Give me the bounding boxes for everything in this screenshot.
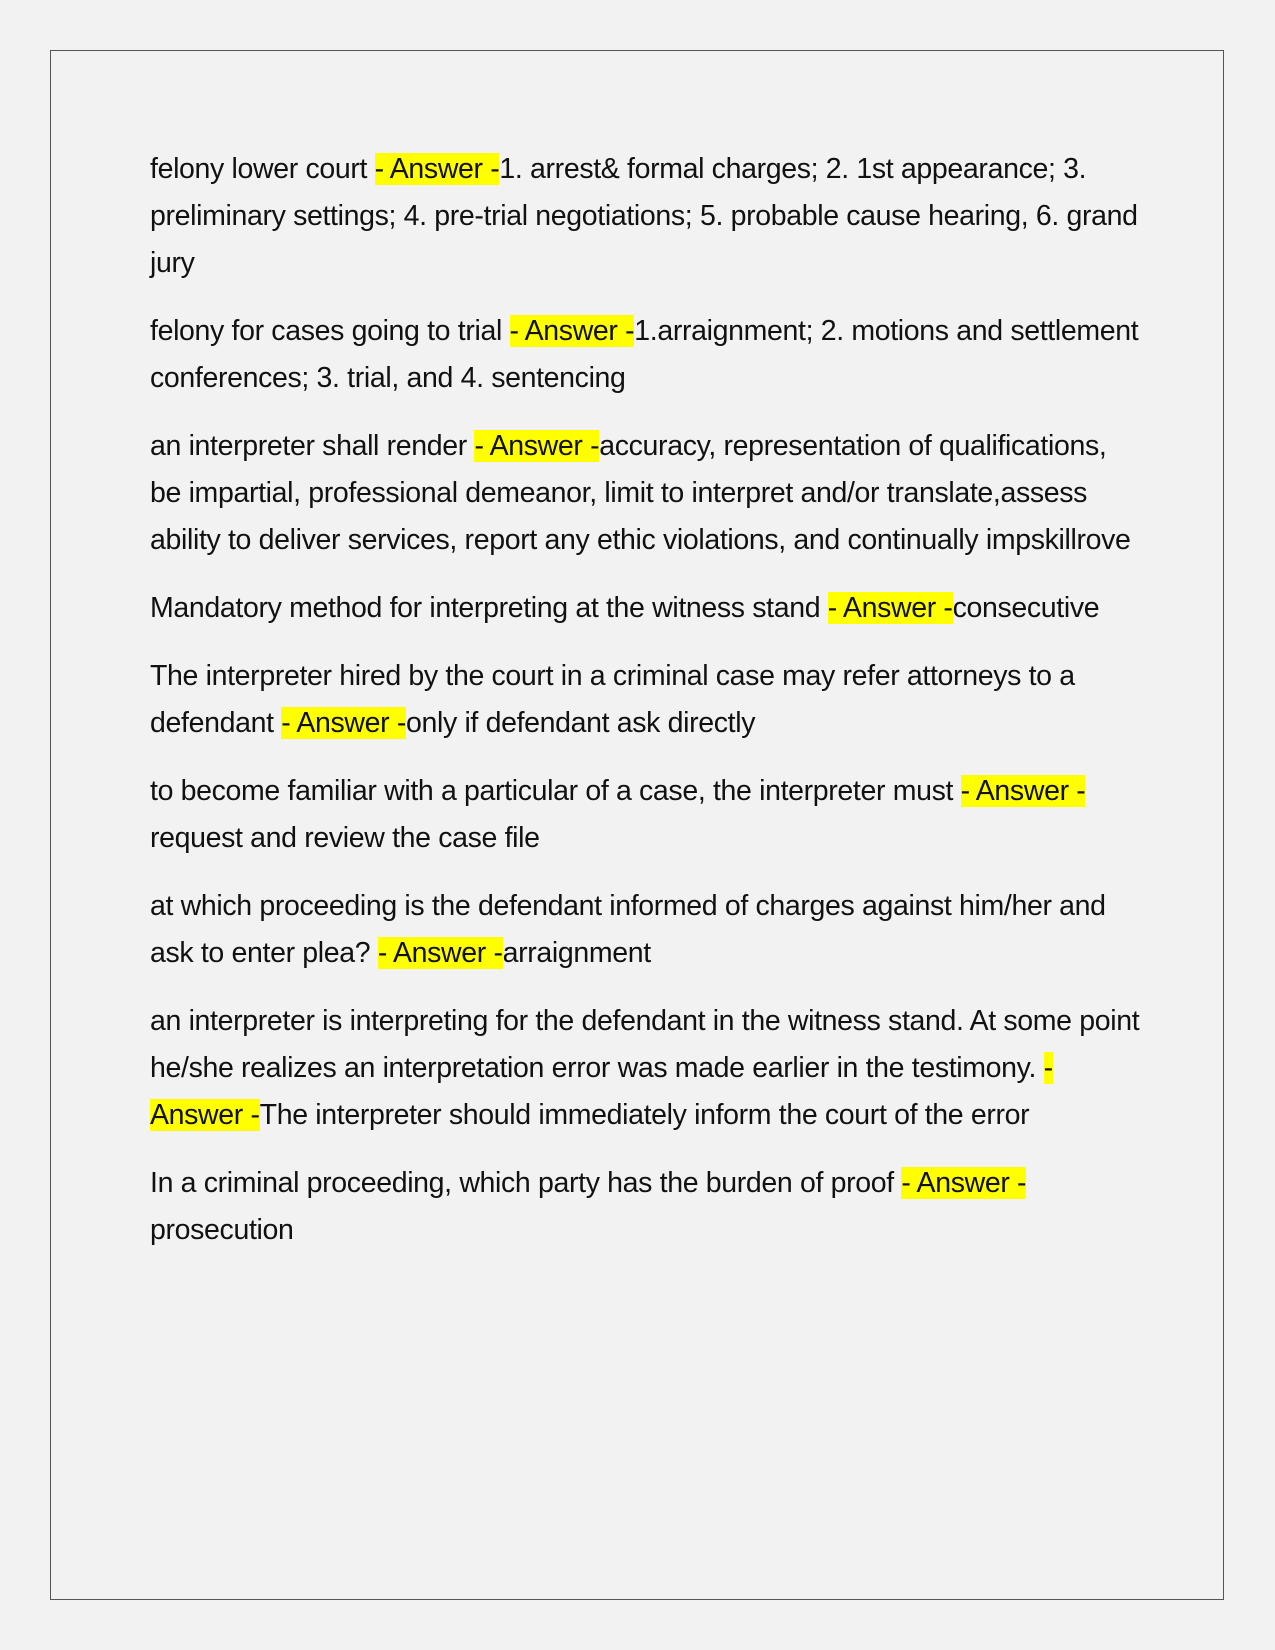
answer-marker: - Answer - bbox=[281, 707, 406, 739]
qa-item bbox=[150, 423, 1140, 564]
question-text: felony lower court bbox=[150, 153, 375, 185]
qa-item bbox=[150, 653, 1140, 747]
answer-text: 1. arrest& formal charges; 2. 1st appearance; 3. preliminary settings; 4. pre-trial negotiations; 5. probable cause hearing, 6. grand jury bbox=[150, 153, 1138, 279]
answer-text: 1.arraignment; 2. motions and settlement conferences; 3. trial, and 4. sentencing bbox=[150, 315, 1139, 394]
question-text: In a criminal proceeding, which party has the burden of proof bbox=[150, 1167, 902, 1199]
answer-text: request and review the case file bbox=[150, 822, 540, 854]
question-text: an interpreter is interpreting for the defendant in the witness stand. At some point he/she realizes an interpretation error was made earlier in the testimony. bbox=[150, 1005, 1140, 1084]
answer-marker: - Answer - bbox=[901, 1167, 1027, 1199]
answer-marker: - Answer - bbox=[960, 775, 1086, 807]
question-text: The interpreter hired by the court in a criminal case may refer attorneys to a defendant bbox=[150, 660, 1075, 739]
question-text: at which proceeding is the defendant informed of charges against him/her and ask to enter plea? bbox=[150, 890, 1106, 969]
answer-text: prosecution bbox=[150, 1214, 294, 1246]
question-text: Mandatory method for interpreting at the witness stand bbox=[150, 592, 828, 624]
qa-item bbox=[150, 308, 1140, 402]
answer-marker: - Answer - bbox=[474, 430, 600, 462]
qa-item bbox=[150, 585, 1140, 632]
qa-item bbox=[150, 146, 1140, 287]
answer-marker: - Answer - bbox=[374, 153, 500, 185]
answer-marker: - Answer - bbox=[509, 315, 635, 347]
answer-text: accuracy, representation of qualifications, be impartial, professional demeanor, limit to interpret and/or translate,assess ability to deliver services, report any ethic violations, and continually impskillrove bbox=[150, 430, 1131, 556]
qa-item bbox=[150, 883, 1140, 977]
answer-text: consecutive bbox=[952, 592, 1100, 624]
question-text: felony for cases going to trial bbox=[150, 315, 510, 347]
document-body bbox=[150, 146, 1140, 1275]
answer-text: The interpreter should immediately inform the court of the error bbox=[259, 1099, 1030, 1131]
answer-marker: - Answer - bbox=[150, 1052, 1053, 1131]
answer-marker: - Answer - bbox=[827, 592, 953, 624]
answer-text: arraignment bbox=[502, 937, 651, 969]
qa-item bbox=[150, 1160, 1140, 1254]
answer-text: only if defendant ask directly bbox=[406, 707, 756, 739]
qa-item bbox=[150, 998, 1140, 1139]
question-text: to become familiar with a particular of a case, the interpreter must bbox=[150, 775, 961, 807]
qa-item bbox=[150, 768, 1140, 862]
answer-marker: - Answer - bbox=[377, 937, 503, 969]
question-text: an interpreter shall render bbox=[150, 430, 475, 462]
